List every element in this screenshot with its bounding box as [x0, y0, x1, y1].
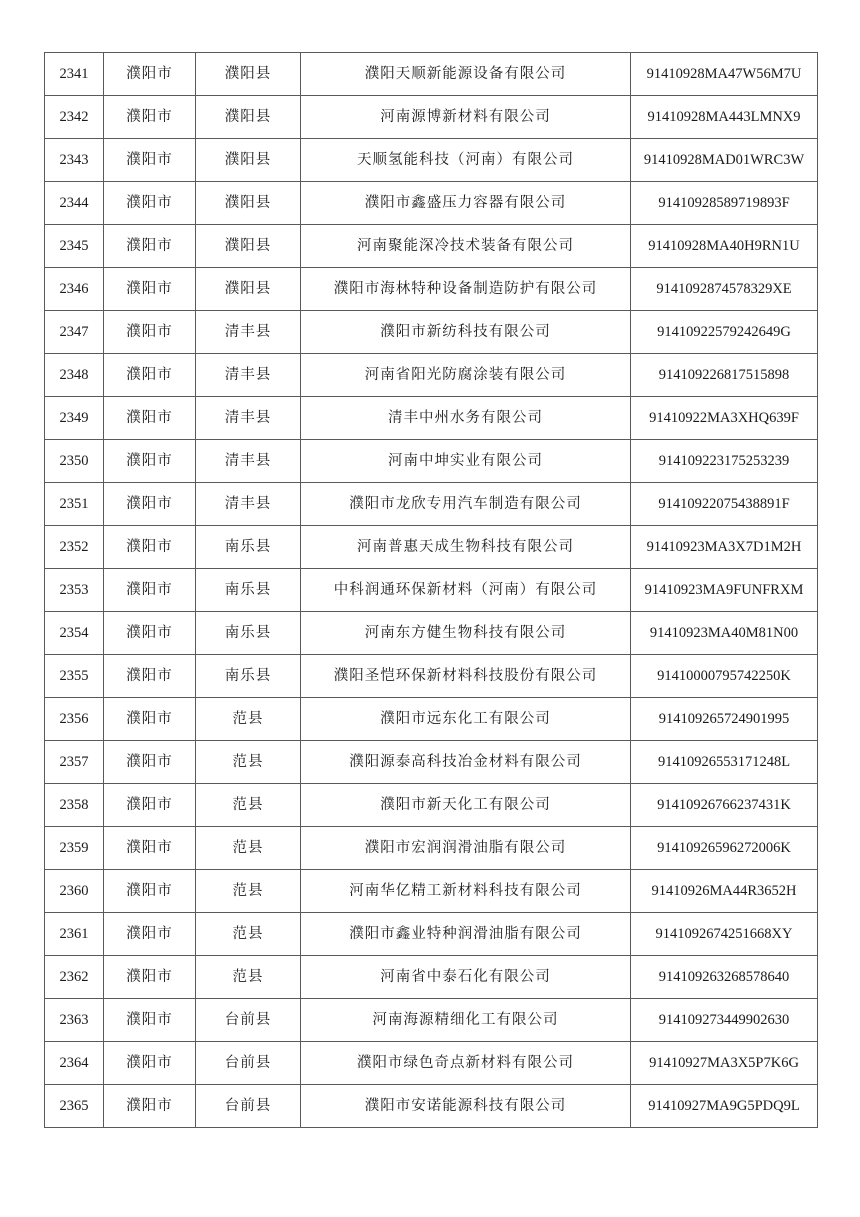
city-cell: 濮阳市 — [104, 741, 196, 784]
table-row — [45, 612, 818, 655]
city-cell: 濮阳市 — [104, 96, 196, 139]
county-cell: 南乐县 — [196, 526, 301, 569]
company-name-cell: 濮阳市宏润润滑油脂有限公司 — [301, 827, 631, 870]
company-name-cell: 濮阳市龙欣专用汽车制造有限公司 — [301, 483, 631, 526]
city-cell: 濮阳市 — [104, 870, 196, 913]
company-name-cell: 濮阳市海林特种设备制造防护有限公司 — [301, 268, 631, 311]
table-body — [45, 53, 818, 1128]
row-number-cell: 2352 — [45, 526, 104, 569]
county-cell: 范县 — [196, 741, 301, 784]
company-name-cell: 天顺氢能科技（河南）有限公司 — [301, 139, 631, 182]
city-cell: 濮阳市 — [104, 827, 196, 870]
table-row — [45, 655, 818, 698]
city-cell: 濮阳市 — [104, 483, 196, 526]
credit-code-cell: 91410928MA47W56M7U — [631, 53, 818, 96]
city-cell: 濮阳市 — [104, 440, 196, 483]
table-row — [45, 354, 818, 397]
credit-code-cell: 91410923MA40M81N00 — [631, 612, 818, 655]
credit-code-cell: 91410000795742250K — [631, 655, 818, 698]
city-cell: 濮阳市 — [104, 354, 196, 397]
county-cell: 范县 — [196, 784, 301, 827]
city-cell: 濮阳市 — [104, 999, 196, 1042]
county-cell: 台前县 — [196, 999, 301, 1042]
city-cell: 濮阳市 — [104, 612, 196, 655]
table-row — [45, 1042, 818, 1085]
row-number-cell: 2361 — [45, 913, 104, 956]
row-number-cell: 2353 — [45, 569, 104, 612]
table-row — [45, 311, 818, 354]
company-name-cell: 濮阳市新纺科技有限公司 — [301, 311, 631, 354]
row-number-cell: 2347 — [45, 311, 104, 354]
company-name-cell: 濮阳圣恺环保新材料科技股份有限公司 — [301, 655, 631, 698]
credit-code-cell: 91410928589719893F — [631, 182, 818, 225]
company-name-cell: 濮阳天顺新能源设备有限公司 — [301, 53, 631, 96]
table-row — [45, 569, 818, 612]
enterprise-list-table — [44, 52, 818, 1128]
company-name-cell: 濮阳市远东化工有限公司 — [301, 698, 631, 741]
credit-code-cell: 91410926553171248L — [631, 741, 818, 784]
company-name-cell: 河南聚能深冷技术装备有限公司 — [301, 225, 631, 268]
county-cell: 清丰县 — [196, 311, 301, 354]
county-cell: 濮阳县 — [196, 139, 301, 182]
table-row — [45, 1085, 818, 1128]
county-cell: 清丰县 — [196, 483, 301, 526]
city-cell: 濮阳市 — [104, 139, 196, 182]
row-number-cell: 2364 — [45, 1042, 104, 1085]
table-row — [45, 440, 818, 483]
row-number-cell: 2362 — [45, 956, 104, 999]
city-cell: 濮阳市 — [104, 913, 196, 956]
credit-code-cell: 914109223175253239 — [631, 440, 818, 483]
company-name-cell: 濮阳市新天化工有限公司 — [301, 784, 631, 827]
credit-code-cell: 91410926766237431K — [631, 784, 818, 827]
company-name-cell: 河南普惠天成生物科技有限公司 — [301, 526, 631, 569]
credit-code-cell: 91410922579242649G — [631, 311, 818, 354]
row-number-cell: 2343 — [45, 139, 104, 182]
credit-code-cell: 91410926MA44R3652H — [631, 870, 818, 913]
credit-code-cell: 91410922MA3XHQ639F — [631, 397, 818, 440]
credit-code-cell: 9141092874578329XE — [631, 268, 818, 311]
credit-code-cell: 91410928MA443LMNX9 — [631, 96, 818, 139]
city-cell: 濮阳市 — [104, 655, 196, 698]
county-cell: 清丰县 — [196, 354, 301, 397]
county-cell: 濮阳县 — [196, 268, 301, 311]
table-row — [45, 397, 818, 440]
company-name-cell: 濮阳市绿色奇点新材料有限公司 — [301, 1042, 631, 1085]
county-cell: 清丰县 — [196, 440, 301, 483]
table-row — [45, 956, 818, 999]
table-row — [45, 526, 818, 569]
row-number-cell: 2349 — [45, 397, 104, 440]
city-cell: 濮阳市 — [104, 268, 196, 311]
credit-code-cell: 91410928MA40H9RN1U — [631, 225, 818, 268]
row-number-cell: 2356 — [45, 698, 104, 741]
row-number-cell: 2365 — [45, 1085, 104, 1128]
county-cell: 范县 — [196, 870, 301, 913]
county-cell: 南乐县 — [196, 655, 301, 698]
row-number-cell: 2345 — [45, 225, 104, 268]
row-number-cell: 2342 — [45, 96, 104, 139]
company-name-cell: 中科润通环保新材料（河南）有限公司 — [301, 569, 631, 612]
table-row — [45, 182, 818, 225]
company-name-cell: 濮阳市安诺能源科技有限公司 — [301, 1085, 631, 1128]
table-row — [45, 225, 818, 268]
company-name-cell: 清丰中州水务有限公司 — [301, 397, 631, 440]
table-row — [45, 784, 818, 827]
city-cell: 濮阳市 — [104, 956, 196, 999]
company-name-cell: 河南华亿精工新材料科技有限公司 — [301, 870, 631, 913]
city-cell: 濮阳市 — [104, 1085, 196, 1128]
table-row — [45, 268, 818, 311]
county-cell: 濮阳县 — [196, 225, 301, 268]
city-cell: 濮阳市 — [104, 397, 196, 440]
row-number-cell: 2358 — [45, 784, 104, 827]
row-number-cell: 2348 — [45, 354, 104, 397]
city-cell: 濮阳市 — [104, 53, 196, 96]
table-row — [45, 483, 818, 526]
county-cell: 范县 — [196, 913, 301, 956]
city-cell: 濮阳市 — [104, 225, 196, 268]
city-cell: 濮阳市 — [104, 526, 196, 569]
row-number-cell: 2350 — [45, 440, 104, 483]
city-cell: 濮阳市 — [104, 182, 196, 225]
row-number-cell: 2351 — [45, 483, 104, 526]
county-cell: 范县 — [196, 827, 301, 870]
table-row — [45, 698, 818, 741]
credit-code-cell: 9141092674251668XY — [631, 913, 818, 956]
row-number-cell: 2341 — [45, 53, 104, 96]
row-number-cell: 2346 — [45, 268, 104, 311]
city-cell: 濮阳市 — [104, 784, 196, 827]
county-cell: 清丰县 — [196, 397, 301, 440]
credit-code-cell: 91410923MA9FUNFRXM — [631, 569, 818, 612]
credit-code-cell: 914109273449902630 — [631, 999, 818, 1042]
county-cell: 台前县 — [196, 1085, 301, 1128]
row-number-cell: 2354 — [45, 612, 104, 655]
county-cell: 濮阳县 — [196, 182, 301, 225]
company-name-cell: 河南省中泰石化有限公司 — [301, 956, 631, 999]
row-number-cell: 2355 — [45, 655, 104, 698]
company-name-cell: 河南中坤实业有限公司 — [301, 440, 631, 483]
company-name-cell: 河南东方健生物科技有限公司 — [301, 612, 631, 655]
credit-code-cell: 914109263268578640 — [631, 956, 818, 999]
row-number-cell: 2357 — [45, 741, 104, 784]
county-cell: 南乐县 — [196, 612, 301, 655]
row-number-cell: 2359 — [45, 827, 104, 870]
credit-code-cell: 914109226817515898 — [631, 354, 818, 397]
row-number-cell: 2363 — [45, 999, 104, 1042]
county-cell: 南乐县 — [196, 569, 301, 612]
table-row — [45, 827, 818, 870]
table-row — [45, 870, 818, 913]
company-name-cell: 河南省阳光防腐涂装有限公司 — [301, 354, 631, 397]
credit-code-cell: 91410928MAD01WRC3W — [631, 139, 818, 182]
company-name-cell: 河南海源精细化工有限公司 — [301, 999, 631, 1042]
table-row — [45, 139, 818, 182]
county-cell: 濮阳县 — [196, 96, 301, 139]
company-name-cell: 濮阳市鑫业特种润滑油脂有限公司 — [301, 913, 631, 956]
credit-code-cell: 91410927MA9G5PDQ9L — [631, 1085, 818, 1128]
city-cell: 濮阳市 — [104, 569, 196, 612]
table-row — [45, 913, 818, 956]
company-name-cell: 濮阳市鑫盛压力容器有限公司 — [301, 182, 631, 225]
company-name-cell: 河南源博新材料有限公司 — [301, 96, 631, 139]
row-number-cell: 2360 — [45, 870, 104, 913]
table-row — [45, 741, 818, 784]
table-row — [45, 999, 818, 1042]
credit-code-cell: 91410926596272006K — [631, 827, 818, 870]
city-cell: 濮阳市 — [104, 1042, 196, 1085]
county-cell: 濮阳县 — [196, 53, 301, 96]
row-number-cell: 2344 — [45, 182, 104, 225]
county-cell: 范县 — [196, 956, 301, 999]
city-cell: 濮阳市 — [104, 311, 196, 354]
county-cell: 台前县 — [196, 1042, 301, 1085]
city-cell: 濮阳市 — [104, 698, 196, 741]
credit-code-cell: 91410923MA3X7D1M2H — [631, 526, 818, 569]
table-row — [45, 53, 818, 96]
table-row — [45, 96, 818, 139]
credit-code-cell: 91410922075438891F — [631, 483, 818, 526]
company-name-cell: 濮阳源泰高科技冶金材料有限公司 — [301, 741, 631, 784]
credit-code-cell: 91410927MA3X5P7K6G — [631, 1042, 818, 1085]
county-cell: 范县 — [196, 698, 301, 741]
credit-code-cell: 914109265724901995 — [631, 698, 818, 741]
